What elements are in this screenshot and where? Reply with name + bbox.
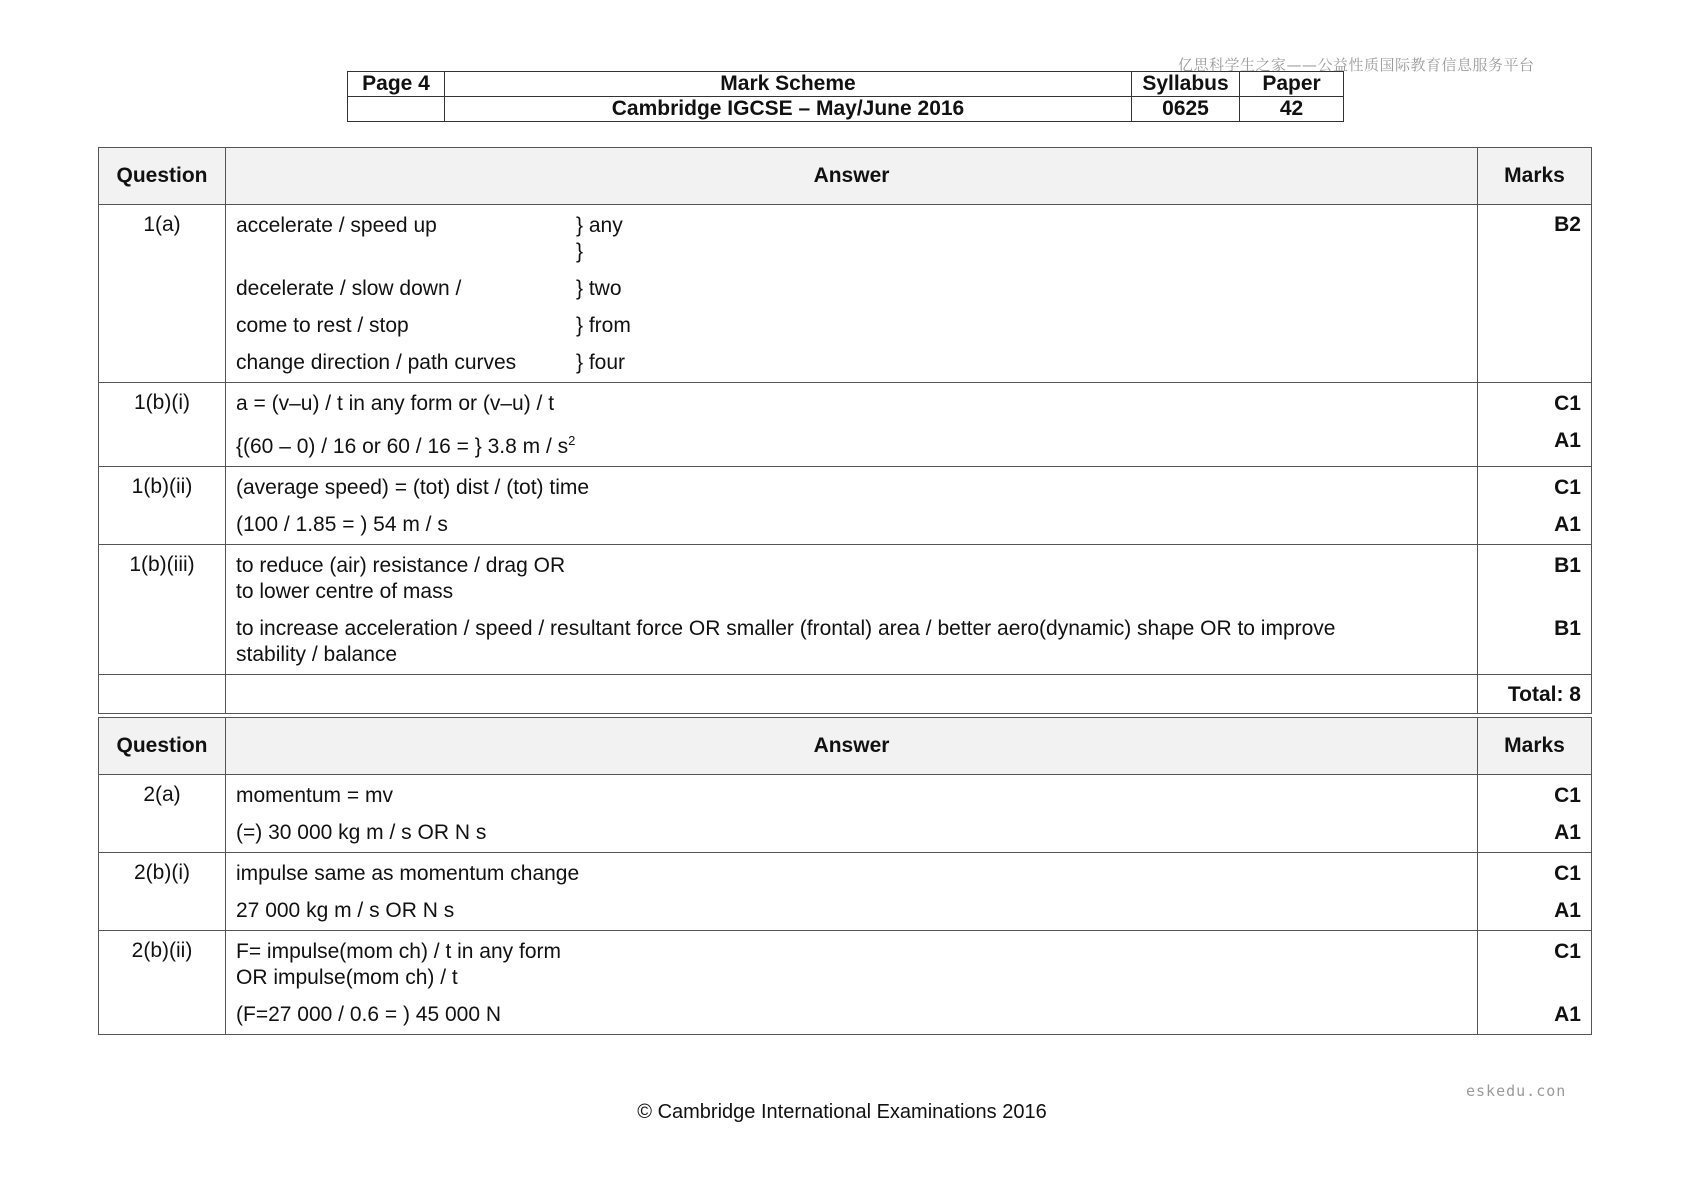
answer-text: to increase acceleration / speed / resultant force OR smaller (frontal) area / better aero(dynamic) shape OR to improve — [236, 617, 1336, 640]
empty-cell — [226, 675, 1478, 714]
question-id: 1(b)(i) — [99, 383, 226, 467]
answer-line: (=) 30 000 kg m / s OR N s — [236, 821, 487, 844]
table-row — [99, 775, 1592, 853]
question-id: 2(a) — [99, 775, 226, 853]
marks-cell — [1478, 545, 1592, 675]
watermark-top: 亿思科学生之家——公益性质国际教育信息服务平台 — [1178, 56, 1535, 74]
mark-value: A1 — [1554, 821, 1581, 844]
question-id: 2(b)(ii) — [99, 931, 226, 1035]
answer-line: 27 000 kg m / s OR N s — [236, 899, 455, 922]
table-row — [99, 467, 1592, 545]
answer-text: to reduce (air) resistance / drag OR — [236, 554, 566, 577]
empty-cell — [99, 675, 226, 714]
answer-brace: } four — [576, 351, 626, 374]
answer-header: Answer — [226, 148, 1478, 205]
syllabus-label: Syllabus — [1132, 72, 1240, 97]
answer-text: decelerate / slow down / — [236, 277, 462, 300]
mark-value: A1 — [1554, 513, 1581, 536]
marks-cell — [1478, 775, 1592, 853]
table-row — [99, 383, 1592, 467]
answer-brace: } — [576, 240, 584, 263]
total-marks: Total: 8 — [1478, 675, 1592, 714]
question-id: 1(b)(ii) — [99, 467, 226, 545]
answer-cell — [226, 383, 1478, 467]
copyright-footer: © Cambridge International Examinations 2016 — [637, 1101, 1047, 1123]
table-row — [99, 931, 1592, 1035]
question-id: 1(a) — [99, 205, 226, 383]
question-id: 2(b)(i) — [99, 853, 226, 931]
answer-text: come to rest / stop — [236, 314, 409, 337]
mark-value: C1 — [1554, 862, 1581, 885]
paper-label: Paper — [1240, 72, 1344, 97]
answer-header: Answer — [226, 718, 1478, 775]
mark-value: C1 — [1554, 476, 1581, 499]
question-header: Question — [99, 148, 226, 205]
answer-text — [236, 239, 576, 265]
answer-cell — [226, 467, 1478, 545]
mark-value: C1 — [1554, 940, 1581, 963]
answer-cell — [226, 545, 1478, 675]
answer-text: change direction / path curves — [236, 351, 517, 374]
mark-table-q2 — [98, 717, 1592, 1035]
answer-text: {(60 – 0) / 16 or 60 / 16 = } 3.8 m / s — [236, 435, 569, 458]
mark-value: C1 — [1554, 392, 1581, 415]
question-header: Question — [99, 718, 226, 775]
mark-value: A1 — [1554, 899, 1581, 922]
answer-text: accelerate / speed up — [236, 214, 437, 237]
mark-value: A1 — [1554, 429, 1581, 452]
table-row-total — [99, 675, 1592, 714]
table-row — [99, 205, 1592, 383]
mark-value: B2 — [1478, 205, 1592, 383]
answer-brace: } from — [576, 314, 631, 337]
mark-table-q1 — [98, 147, 1592, 714]
answer-line — [236, 616, 1467, 668]
marks-cell — [1478, 467, 1592, 545]
answer-text: F= impulse(mom ch) / t in any form — [236, 940, 561, 963]
table-row — [99, 853, 1592, 931]
page-number: Page 4 — [348, 72, 445, 97]
header-table — [347, 71, 1344, 122]
answer-line: (100 / 1.85 = ) 54 m / s — [236, 513, 448, 536]
syllabus-code: 0625 — [1132, 97, 1240, 122]
mark-value: A1 — [1554, 1003, 1581, 1026]
answer-cell — [226, 931, 1478, 1035]
exam-name: Cambridge IGCSE – May/June 2016 — [445, 97, 1132, 122]
answer-line — [236, 553, 1467, 605]
mark-value: B1 — [1554, 617, 1581, 640]
answer-brace: } two — [576, 277, 622, 300]
answer-line — [236, 239, 1467, 265]
watermark-bottom: eskedu.con — [1466, 1082, 1567, 1100]
page-blank — [348, 97, 445, 122]
marks-cell — [1478, 383, 1592, 467]
answer-line — [236, 350, 1467, 376]
question-id: 1(b)(iii) — [99, 545, 226, 675]
mark-value: B1 — [1554, 554, 1581, 577]
answer-text: to lower centre of mass — [236, 580, 454, 603]
marks-cell — [1478, 931, 1592, 1035]
answer-line: a = (v–u) / t in any form or (v–u) / t — [236, 392, 555, 415]
answer-cell — [226, 775, 1478, 853]
answer-line: momentum = mv — [236, 784, 393, 807]
answer-brace: } any — [576, 214, 623, 237]
answer-line: (average speed) = (tot) dist / (tot) time — [236, 476, 590, 499]
answer-line — [236, 939, 1467, 991]
mark-value: C1 — [1554, 784, 1581, 807]
answer-line — [236, 313, 1467, 339]
paper-number: 42 — [1240, 97, 1344, 122]
answer-line — [236, 276, 1467, 302]
marks-cell — [1478, 853, 1592, 931]
answer-text: OR impulse(mom ch) / t — [236, 966, 458, 989]
marks-header: Marks — [1478, 718, 1592, 775]
answer-text: stability / balance — [236, 643, 398, 666]
answer-line — [236, 213, 1467, 239]
superscript: 2 — [568, 433, 576, 448]
marks-header: Marks — [1478, 148, 1592, 205]
document-title: Mark Scheme — [445, 72, 1132, 97]
answer-line — [236, 428, 1467, 460]
answer-line: (F=27 000 / 0.6 = ) 45 000 N — [236, 1003, 502, 1026]
answer-cell — [226, 853, 1478, 931]
answer-cell — [226, 205, 1478, 383]
answer-line: impulse same as momentum change — [236, 862, 580, 885]
table-row — [99, 545, 1592, 675]
